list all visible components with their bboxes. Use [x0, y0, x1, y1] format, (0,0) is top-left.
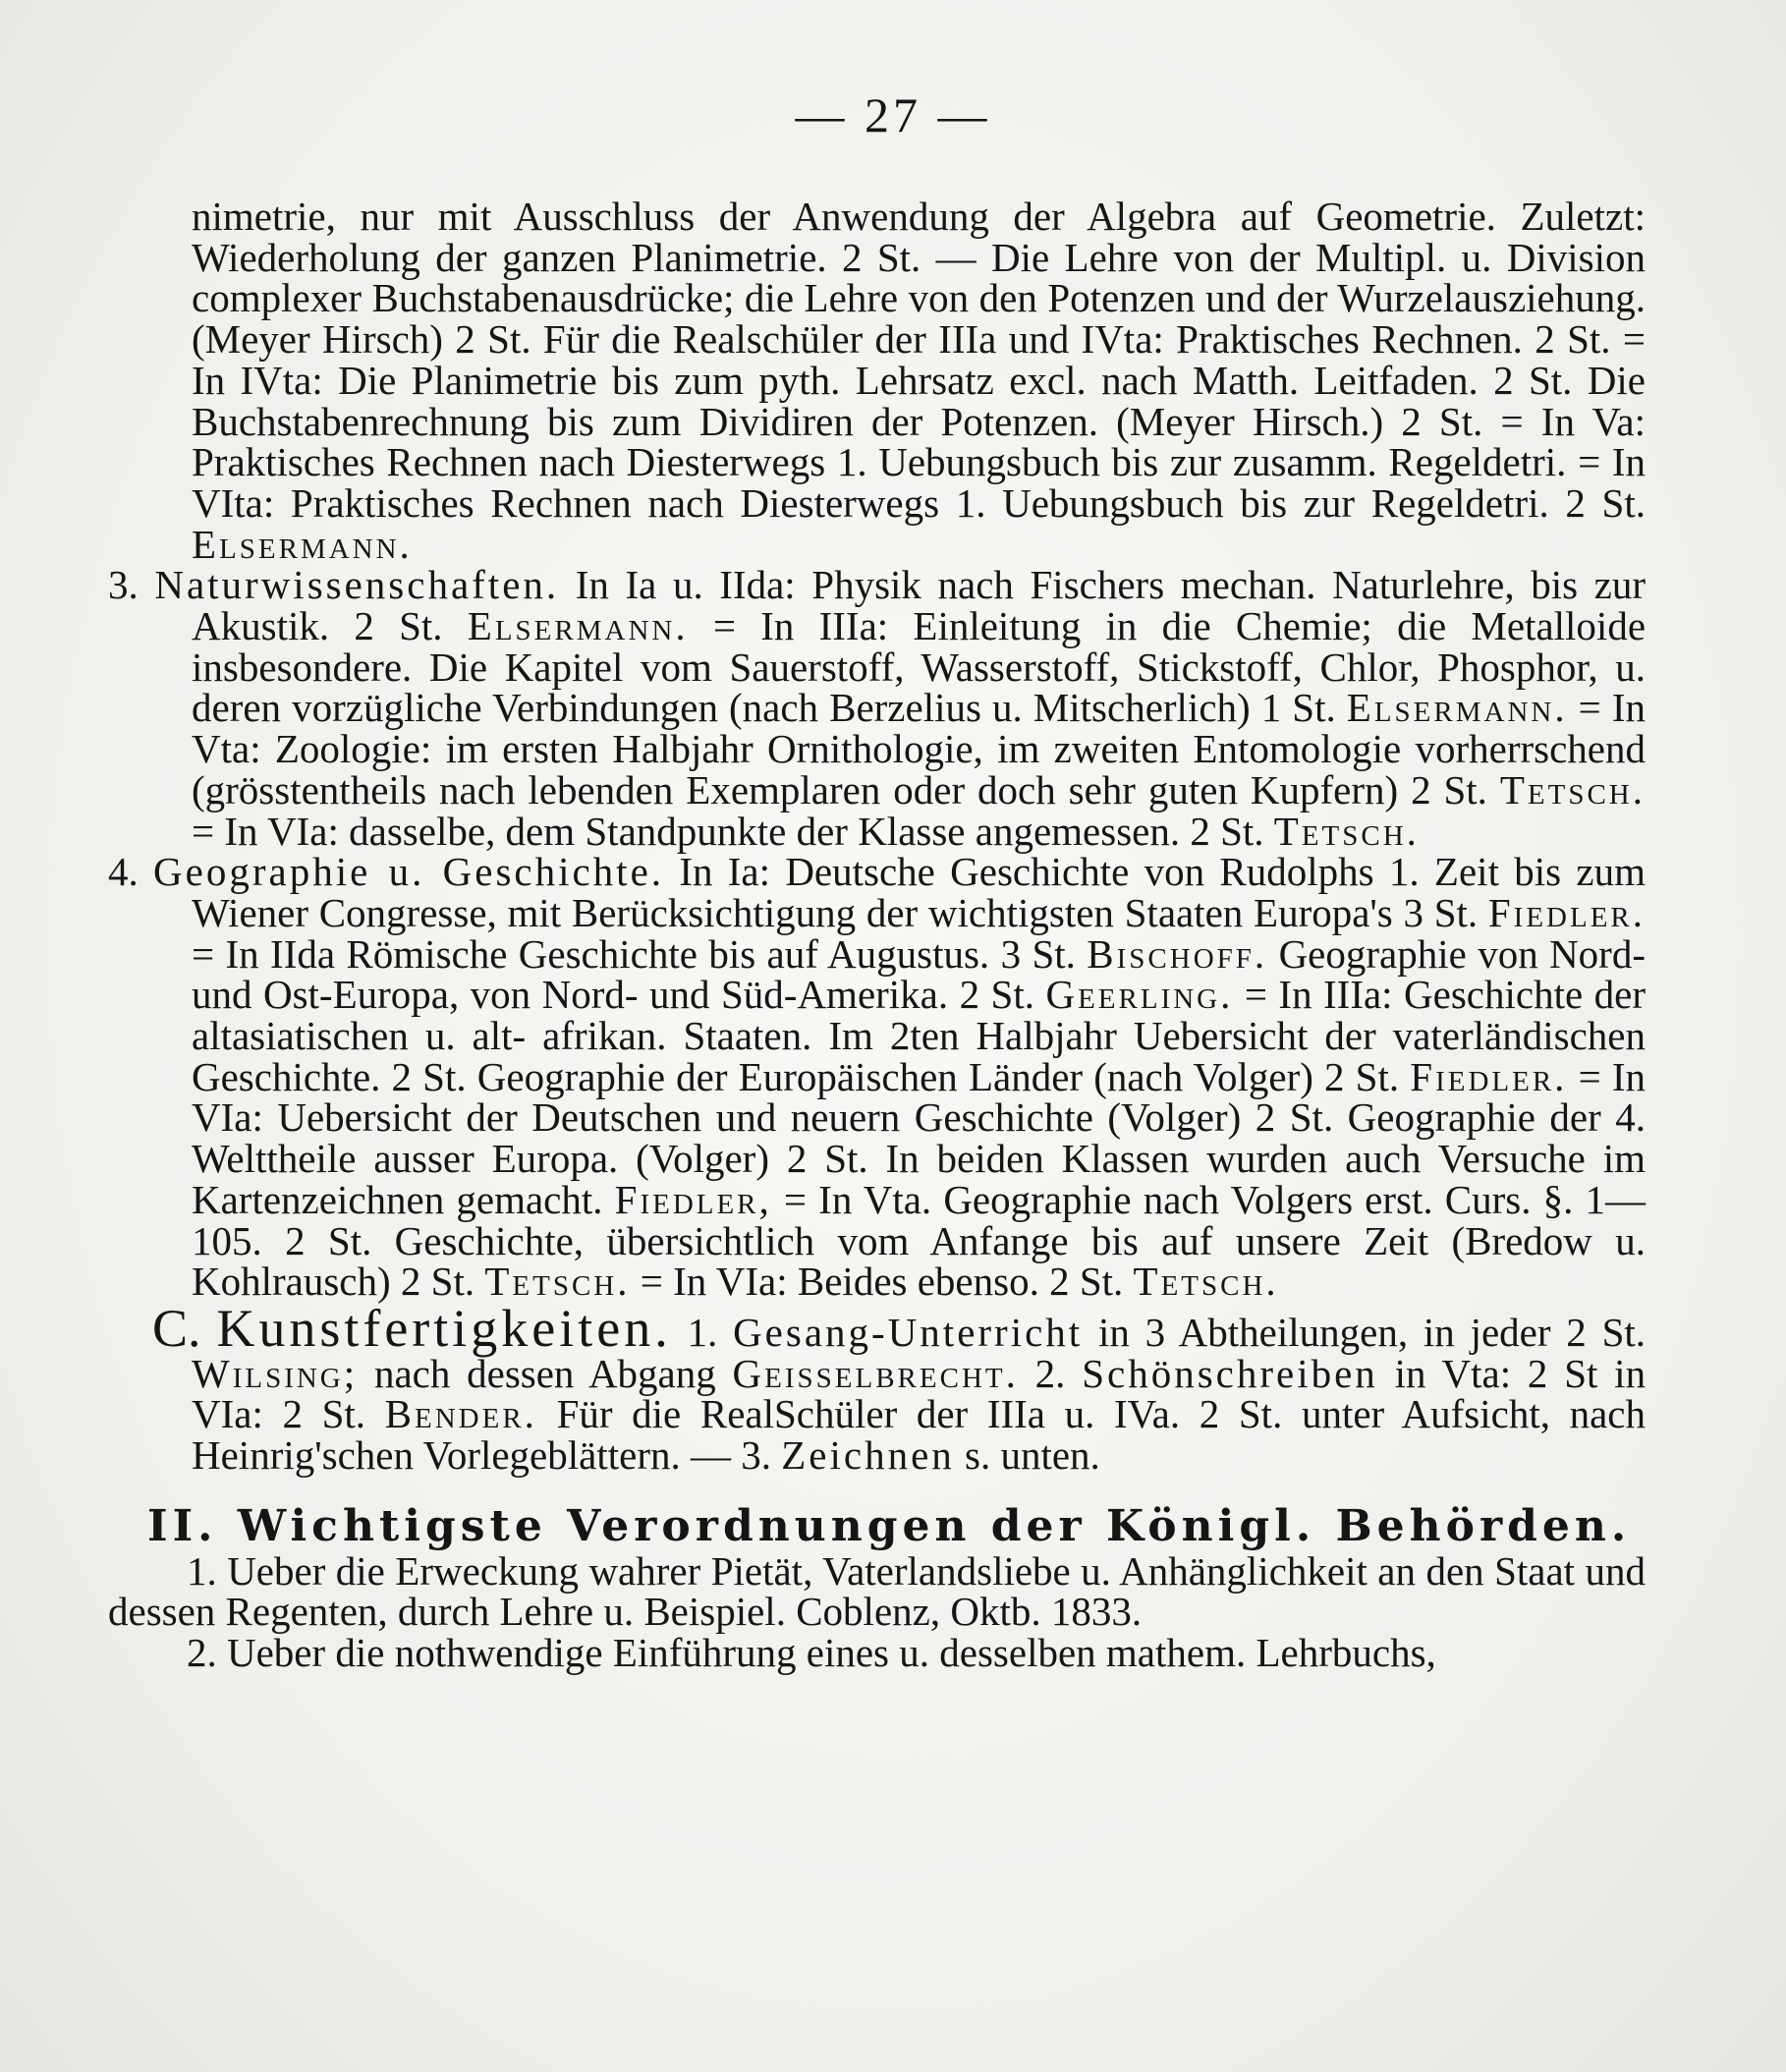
subject-title: Zeichnen: [781, 1432, 955, 1479]
teacher-name: Elsermann.: [467, 603, 689, 649]
section-text: s. unten.: [965, 1432, 1100, 1479]
teacher-name: Geisselbrecht.: [732, 1350, 1019, 1396]
teacher-name: Tetsch.: [484, 1259, 631, 1305]
section-text: Für die RealSchüler der IIIa u. IVa. 2 St. unter Aufsicht, nach Heinrig'schen Vorlegeblättern. — 3.: [192, 1391, 1646, 1479]
item-geographie-geschichte: [108, 849, 1646, 1305]
item-text: = In IIIa: Einleitung in die Chemie; die Metalloide insbesondere. Die Kapitel vom Sauerstoff, Wasserstoff, Stickstoff, Chlor, Phosphor, u. deren vorzügliche Verbindungen (nach Berzelius u. Mitscherlich) 1 St.: [192, 603, 1646, 731]
section-letter: C.: [152, 1298, 201, 1358]
ordinance-2: 2. Ueber die nothwendige Einführung eines u. desselben mathem. Lehrbuchs,: [187, 1629, 1436, 1675]
item-title: Geographie u. Geschichte.: [153, 849, 665, 895]
page-body: [108, 196, 1646, 1674]
paragraph-mathematics-continued: [108, 196, 1646, 565]
item-text: = In Vta. Geographie nach Volgers erst. Curs. §. 1—105. 2 St. Geschichte, übersichtlich vom Anfange bis auf unsere Zeit (Bredow u. Kohlrausch) 2 St.: [192, 1176, 1646, 1305]
teacher-name: Tetsch.: [1273, 808, 1420, 854]
subject-title: Schönschreiben: [1082, 1350, 1378, 1396]
teacher-name: Elsermann.: [192, 521, 413, 567]
item-text: = In IIIa: Geschichte der altasiatischen u. alt- afrikan. Staaten. Im 2ten Halbjahr Uebersicht der vaterländischen Geschichte. 2 St. Geographie der Europäischen Länder (nach Volger) 2 St.: [192, 972, 1646, 1099]
item-text: = In VIa: dasselbe, dem Standpunkte der Klasse angemessen. 2 St.: [192, 808, 1264, 854]
section-title: Kunstfertigkeiten.: [216, 1298, 672, 1358]
mathematics-text: nimetrie, nur mit Ausschluss der Anwendung der Algebra auf Geometrie. Zuletzt: Wiederholung der ganzen Planimetrie. 2 St. — Die Lehre von der Multipl. u. Division complexer Buchstabenausdrücke; die Lehre von den Potenzen und der Wurzelausziehung. (Meyer Hirsch) 2 St. Für die Realschüler der IIIa und IVta: Praktisches Rechnen. 2 St. = In IVta: Die Planimetrie bis zum pyth. Lehrsatz excl. nach Matth. Leitfaden. 2 St. Die Buchstabenrechnung bis zum Dividiren der Potenzen. (Meyer Hirsch.) 2 St. = In Va: Praktisches Rechnen nach Diesterwegs 1. Uebungsbuch bis zur zusamm. Regeldetri. = In VIta: Praktisches Rechnen nach Diesterwegs 1. Uebungsbuch bis zur Regeldetri. 2 St.: [192, 194, 1646, 526]
section-text: in 3 Abtheilungen, in jeder 2 St.: [1097, 1309, 1646, 1355]
teacher-name: Wilsing;: [192, 1350, 359, 1396]
page-number: — 27 —: [795, 87, 991, 142]
teacher-name: Geerling.: [1045, 972, 1234, 1018]
teacher-name: Fiedler.: [1487, 889, 1646, 935]
section-ii-heading: II. Wichtigste Verordnungen der Königl. Behörden.: [147, 1500, 1632, 1551]
item-text: In Ia u. IIda: Physik nach Fischers mechan. Naturlehre, bis zur Akustik. 2 St.: [192, 562, 1646, 649]
item-naturwissenschaften: [108, 562, 1646, 854]
item-text: In Ia: Deutsche Geschichte von Rudolphs 1. Zeit bis zum Wiener Congresse, mit Berücksichtigung der wichtigsten Staaten Europa's 3 St.: [192, 849, 1646, 935]
section-c-kunstfertigkeiten: [108, 1298, 1646, 1479]
item-number: 4.: [108, 849, 139, 895]
teacher-name: Fiedler.: [1410, 1053, 1568, 1099]
teacher-name: Tetsch.: [1133, 1259, 1279, 1305]
item-text: = In VIa: Uebersicht der Deutschen und neuern Geschichte (Volger) 2 St. Geographie der 4. Welttheile ausser Europa. (Volger) 2 St. In beiden Klassen wurden auch Versuche im Kartenzeichnen gemacht.: [192, 1053, 1646, 1222]
item-text: = In VIa: Beides ebenso. 2 St.: [640, 1259, 1124, 1305]
item-text: = In Vta: Zoologie: im ersten Halbjahr Ornithologie, im zweiten Entomologie vorherrschend (grösstentheils nach lebenden Exemplaren oder doch sehr guten Kupfern) 2 St.: [192, 685, 1646, 812]
teacher-name: Elsermann.: [1346, 685, 1568, 731]
section-text: 2.: [1034, 1350, 1066, 1396]
teacher-name: Fiedler,: [614, 1176, 772, 1222]
section-text: in Vta: 2 St in VIa: 2 St.: [192, 1350, 1646, 1437]
section-text: 1.: [687, 1309, 718, 1355]
item-text: Geographie von Nord- und Ost-Europa, von Nord- und Süd-Amerika. 2 St.: [192, 930, 1646, 1018]
section-text: nach dessen Abgang: [373, 1350, 716, 1396]
item-text: = In IIda Römische Geschichte bis auf Augustus. 3 St.: [192, 930, 1076, 977]
teacher-name: Bender.: [384, 1391, 537, 1437]
item-number: 3.: [108, 562, 139, 608]
teacher-name: Bischoff.: [1087, 930, 1268, 977]
teacher-name: Tetsch.: [1499, 766, 1646, 812]
subject-title: Gesang-Unterricht: [733, 1309, 1084, 1355]
ordinance-1: 1. Ueber die Erweckung wahrer Pietät, Vaterlandsliebe u. Anhänglichkeit an den Staat und dessen Regenten, durch Lehre u. Beispiel. Coblenz, Oktb. 1833.: [108, 1547, 1646, 1635]
item-title: Naturwissenschaften.: [154, 562, 560, 608]
